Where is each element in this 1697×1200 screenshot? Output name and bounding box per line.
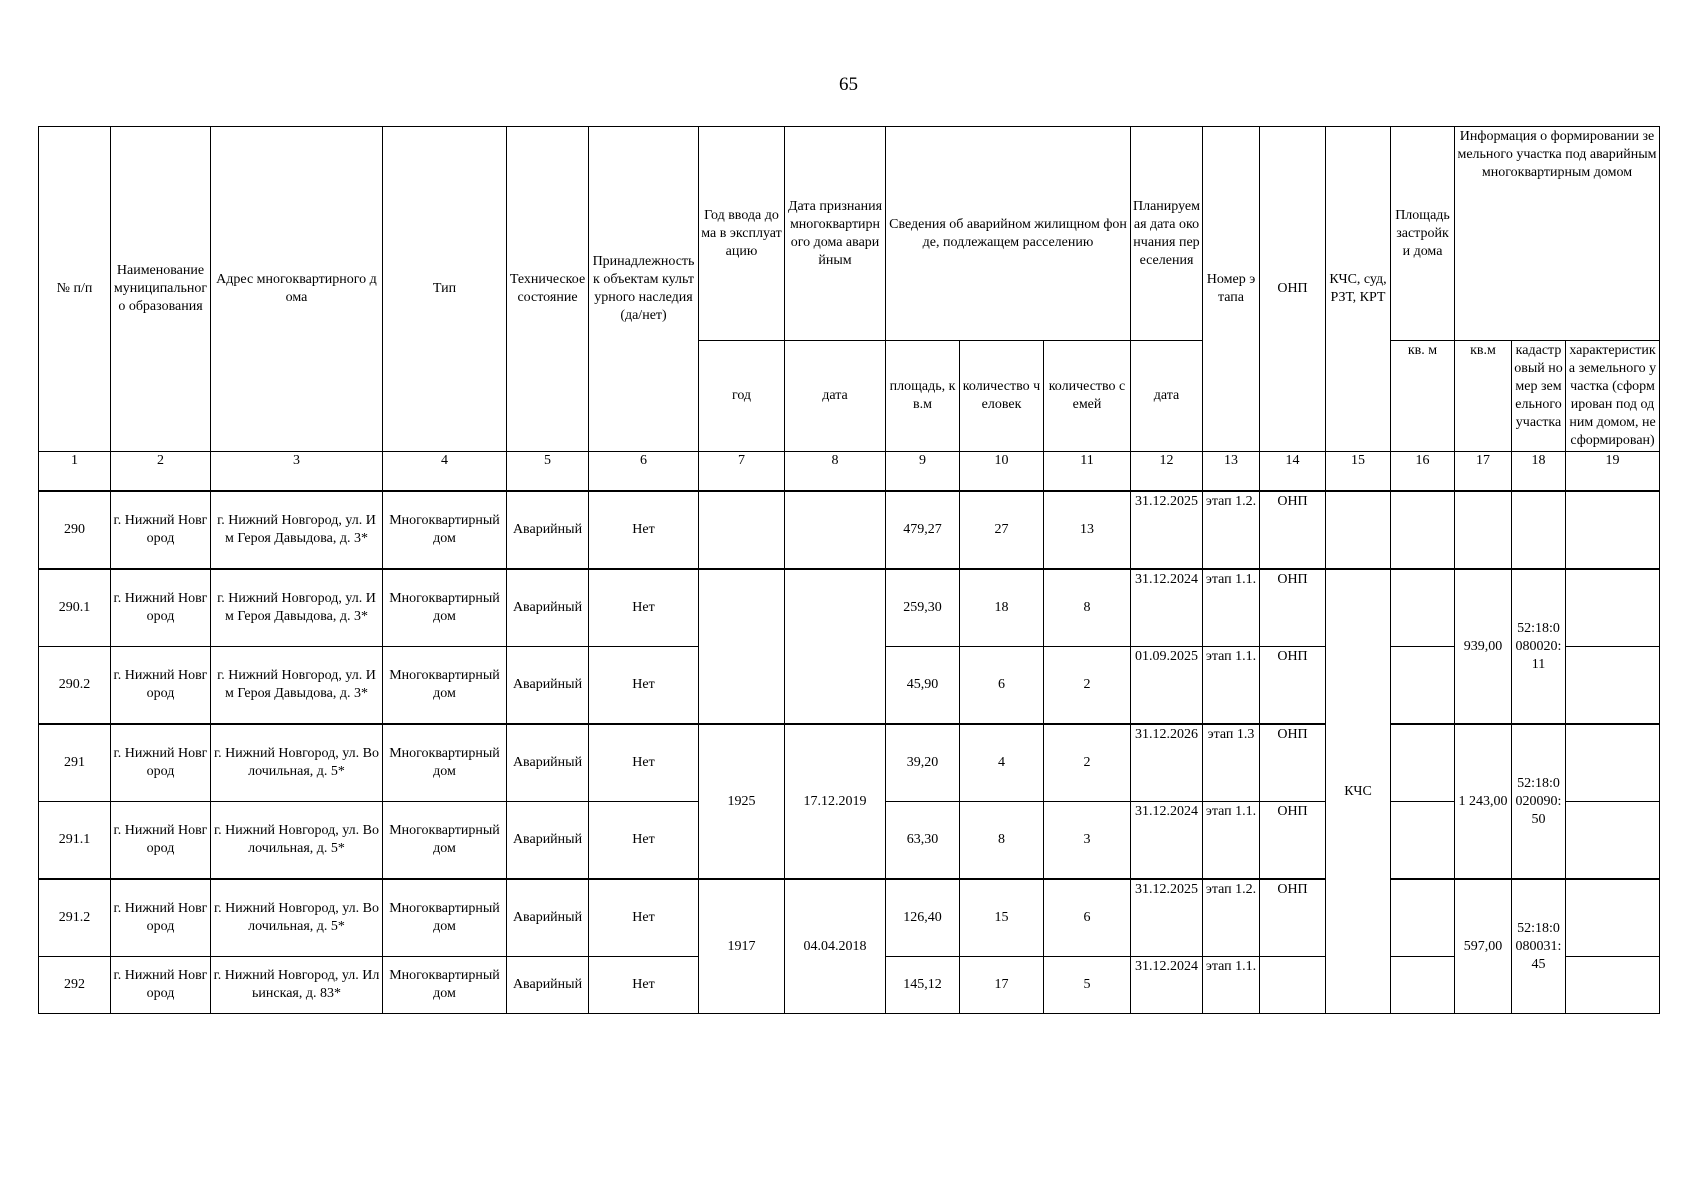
row-persons: 4 [960,724,1044,802]
row-planned-date: 01.09.2025 [1131,647,1203,725]
row-planned-date: 31.12.2025 [1131,491,1203,569]
row-families: 8 [1044,569,1131,647]
row-onp: ОНП [1260,724,1326,802]
row-stage: этап 1.1. [1203,802,1260,880]
header-year: Год ввода дома в эксплуатацию [699,127,785,341]
row-planned-date: 31.12.2025 [1131,879,1203,957]
column-number: 4 [383,452,507,492]
row-kchs [1326,491,1391,569]
row-land-characteristic [1566,647,1660,725]
row-land-area [1455,491,1512,569]
row-land-characteristic [1566,724,1660,802]
header-condition: Техническое состояние [507,127,589,452]
header-land-info: Информация о формировании земельного участка под аварийным многоквартирным домом [1455,127,1660,341]
row-planned-date: 31.12.2026 [1131,724,1203,802]
row-condition: Аварийный [507,802,589,880]
row-recognition-date [785,491,886,569]
header-number: № п/п [39,127,111,452]
row-area: 259,30 [886,569,960,647]
column-number: 2 [111,452,211,492]
row-stage: этап 1.1. [1203,957,1260,1014]
row-onp: ОНП [1260,569,1326,647]
column-number: 13 [1203,452,1260,492]
subheader-date: дата [785,341,886,452]
row-area: 63,30 [886,802,960,880]
year-group-1925: 1925 [699,724,785,879]
table-row [39,491,1660,569]
row-stage: этап 1.1. [1203,569,1260,647]
column-number: 14 [1260,452,1326,492]
row-address: г. Нижний Новгород, ул. Ильинская, д. 83* [211,957,383,1014]
subheader-persons: количество человек [960,341,1044,452]
row-type: Многоквартирный дом [383,802,507,880]
subheader-families: количество семей [1044,341,1131,452]
kchs-group: КЧС [1326,569,1391,1014]
row-number: 291.2 [39,879,111,957]
header-heritage: Принадлежность к объектам культурного наследия (да/нет) [589,127,699,452]
row-families: 3 [1044,802,1131,880]
row-municipality: г. Нижний Новгород [111,724,211,802]
column-number: 16 [1391,452,1455,492]
row-municipality: г. Нижний Новгород [111,802,211,880]
header-municipality: Наименование муниципального образования [111,127,211,452]
row-type: Многоквартирный дом [383,724,507,802]
row-persons: 18 [960,569,1044,647]
table-row [39,569,1660,647]
row-stage: этап 1.2. [1203,491,1260,569]
row-municipality: г. Нижний Новгород [111,647,211,725]
row-year [699,491,785,569]
row-condition: Аварийный [507,724,589,802]
row-families: 2 [1044,724,1131,802]
row-municipality: г. Нижний Новгород [111,569,211,647]
column-number: 19 [1566,452,1660,492]
header-kchs: КЧС, суд, РЗТ, КРТ [1326,127,1391,452]
column-number: 5 [507,452,589,492]
row-persons: 8 [960,802,1044,880]
row-number: 290 [39,491,111,569]
emergency-housing-table [38,126,1660,1014]
row-land-characteristic [1566,802,1660,880]
column-number: 1 [39,452,111,492]
header-planned-date: Планируемая дата окончания переселения [1131,127,1203,341]
row-families: 5 [1044,957,1131,1014]
row-type: Многоквартирный дом [383,491,507,569]
row-persons: 27 [960,491,1044,569]
row-area: 45,90 [886,647,960,725]
row-type: Многоквартирный дом [383,879,507,957]
subheader-planned-date: дата [1131,341,1203,452]
land-area-group-2: 1 243,00 [1455,724,1512,879]
row-address: г. Нижний Новгород, ул. Волочильная, д. 5* [211,724,383,802]
row-type: Многоквартирный дом [383,957,507,1014]
row-condition: Аварийный [507,569,589,647]
row-building-area [1391,802,1455,880]
row-families: 2 [1044,647,1131,725]
header-housing-info: Сведения об аварийном жилищном фонде, подлежащем расселению [886,127,1131,341]
row-number: 290.2 [39,647,111,725]
column-number: 12 [1131,452,1203,492]
column-number: 8 [785,452,886,492]
row-number: 292 [39,957,111,1014]
column-numbers-row [39,452,1660,492]
column-number: 18 [1512,452,1566,492]
row-building-area [1391,879,1455,957]
header-type: Тип [383,127,507,452]
row-condition: Аварийный [507,647,589,725]
header-address: Адрес многоквартирного дома [211,127,383,452]
subheader-year: год [699,341,785,452]
row-area: 145,12 [886,957,960,1014]
row-municipality: г. Нижний Новгород [111,957,211,1014]
subheader-land-area-unit: кв.м [1455,341,1512,452]
row-type: Многоквартирный дом [383,647,507,725]
column-number: 11 [1044,452,1131,492]
row-heritage: Нет [589,879,699,957]
row-year [699,569,785,724]
row-address: г. Нижний Новгород, ул. Им Героя Давыдова, д. 3* [211,647,383,725]
header-row-main [39,127,1660,341]
row-planned-date: 31.12.2024 [1131,569,1203,647]
row-onp: ОНП [1260,647,1326,725]
row-type: Многоквартирный дом [383,569,507,647]
row-persons: 15 [960,879,1044,957]
row-recognition-date [785,569,886,724]
column-number: 3 [211,452,383,492]
row-condition: Аварийный [507,957,589,1014]
row-municipality: г. Нижний Новгород [111,491,211,569]
row-area: 479,27 [886,491,960,569]
row-number: 291.1 [39,802,111,880]
row-municipality: г. Нижний Новгород [111,879,211,957]
row-heritage: Нет [589,491,699,569]
row-building-area [1391,647,1455,725]
row-building-area [1391,569,1455,647]
recognition-date-group-1: 17.12.2019 [785,724,886,879]
row-area: 39,20 [886,724,960,802]
row-address: г. Нижний Новгород, ул. Волочильная, д. 5* [211,802,383,880]
row-heritage: Нет [589,569,699,647]
year-group-1917: 1917 [699,879,785,1014]
row-families: 13 [1044,491,1131,569]
header-onp: ОНП [1260,127,1326,452]
cadastral-group-1: 52:18:0080020:11 [1512,569,1566,724]
row-building-area [1391,724,1455,802]
row-condition: Аварийный [507,879,589,957]
row-number: 291 [39,724,111,802]
subheader-building-area-unit: кв. м [1391,341,1455,452]
row-persons: 6 [960,647,1044,725]
row-land-characteristic [1566,491,1660,569]
subheader-area: площадь, кв.м [886,341,960,452]
row-address: г. Нижний Новгород, ул. Им Героя Давыдова, д. 3* [211,569,383,647]
row-planned-date: 31.12.2024 [1131,802,1203,880]
row-onp: ОНП [1260,802,1326,880]
column-number: 6 [589,452,699,492]
table-row [39,879,1660,957]
row-stage: этап 1.1. [1203,647,1260,725]
header-building-area: Площадь застройки дома [1391,127,1455,341]
cadastral-group-2: 52:18:0020090:50 [1512,724,1566,879]
recognition-date-group-2: 04.04.2018 [785,879,886,1014]
row-heritage: Нет [589,647,699,725]
row-kchs [1391,957,1455,1014]
row-number: 290.1 [39,569,111,647]
column-number: 9 [886,452,960,492]
row-building-area [1566,957,1660,1014]
cadastral-group-3: 52:18:0080031:45 [1512,879,1566,1014]
row-land-characteristic [1566,569,1660,647]
column-number: 15 [1326,452,1391,492]
column-number: 10 [960,452,1044,492]
row-heritage: Нет [589,802,699,880]
column-number: 7 [699,452,785,492]
row-onp: ОНП [1260,491,1326,569]
header-cadastral: кадастровый номер земельного участка [1512,341,1566,452]
row-onp [1260,957,1326,1014]
row-cadastral [1512,491,1566,569]
row-persons: 17 [960,957,1044,1014]
row-heritage: Нет [589,724,699,802]
row-heritage: Нет [589,957,699,1014]
row-onp: ОНП [1260,879,1326,957]
row-families: 6 [1044,879,1131,957]
header-recognition-date: Дата признания многоквартирного дома аварийным [785,127,886,341]
header-stage: Номер этапа [1203,127,1260,452]
row-land-characteristic [1566,879,1660,957]
table-row [39,724,1660,802]
header-land-characteristic: характеристика земельного участка (сформирован под одним домом, не сформирован) [1566,341,1660,452]
row-area: 126,40 [886,879,960,957]
row-address: г. Нижний Новгород, ул. Волочильная, д. 5* [211,879,383,957]
land-area-group-3: 597,00 [1455,879,1512,1014]
row-address: г. Нижний Новгород, ул. Им Героя Давыдова, д. 3* [211,491,383,569]
row-stage: этап 1.3 [1203,724,1260,802]
row-planned-date: 31.12.2024 [1131,957,1203,1014]
column-number: 17 [1455,452,1512,492]
row-stage: этап 1.2. [1203,879,1260,957]
page-number: 65 [839,74,858,95]
row-condition: Аварийный [507,491,589,569]
row-building-area [1391,491,1455,569]
land-area-group-1: 939,00 [1455,569,1512,724]
